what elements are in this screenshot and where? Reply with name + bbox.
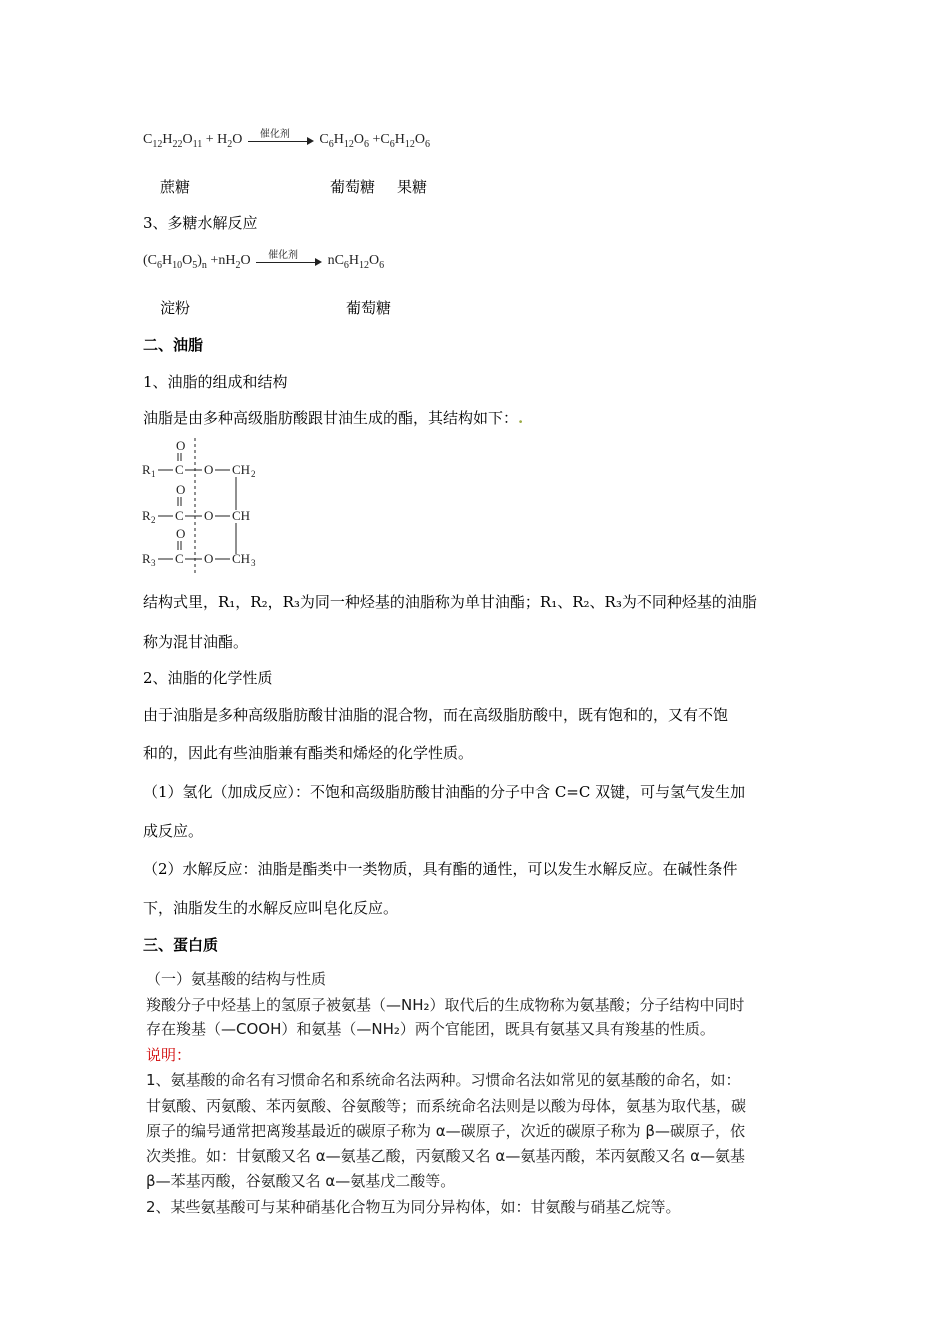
svg-text:O: O [204, 551, 214, 566]
section-polysaccharide-title: 3、多糖水解反应 [143, 214, 258, 232]
svg-text:CH: CH [232, 462, 251, 477]
amino-acid-def-line1: 羧酸分子中烃基上的氢原子被氨基（—NH₂）取代后的生成物称为氨基酸；分子结构中同时 [146, 996, 745, 1014]
svg-text:O: O [176, 526, 186, 541]
svg-text:C: C [175, 551, 184, 566]
svg-text:2: 2 [151, 515, 156, 525]
equation-sucrose-hydrolysis: $C_{12}H_{22}O_{11} + H_2O$ 催化剂 $C_6H_{12}O_6 +C_6H_{12}O_6$ [143, 132, 430, 150]
svg-text:O: O [204, 508, 214, 523]
svg-text:O: O [176, 482, 186, 497]
catalyst-label: 催化剂 [268, 249, 299, 261]
equation-starch-hydrolysis: $(C_6H_{10}O_5)_n +nH_2O$ 催化剂 $nC_6H_{12}O_6$ [143, 253, 384, 271]
fat-composition-text: 油脂是由多种高级脂肪酸跟甘油生成的酯，其结构如下：. [143, 409, 524, 427]
note1-line4: 次类推。如：甘氨酸又名 α—氨基乙酸，丙氨酸又名 α—氨基丙酸，苯丙氨酸又名 α—氨基 [146, 1147, 745, 1165]
hydrogenation-line1: （1）氢化（加成反应）：不饱和高级脂肪酸甘油酯的分子中含 C=C 双键，可与氢气发生加 [143, 783, 746, 801]
fat-note-line1: 结构式里，R₁，R₂，R₃为同一种烃基的油脂称为单甘油酯；R₁、R₂、R₃为不同种烃基的油脂 [143, 593, 757, 611]
hydrogenation-line2: 成反应。 [143, 822, 204, 840]
label-starch: 淀粉 [160, 299, 191, 317]
fat-properties-line2: 和的，因此有些油脂兼有酯类和烯烃的化学性质。 [143, 744, 474, 762]
svg-text:CH: CH [232, 508, 251, 523]
svg-text:CH: CH [232, 551, 251, 566]
svg-text:3: 3 [151, 558, 156, 568]
note1-line1: 1、氨基酸的命名有习惯命名和系统命名法两种。习惯命名法如常见的氨基酸的命名，如： [146, 1071, 741, 1089]
svg-text:2: 2 [251, 469, 256, 479]
fat-note-line2: 称为混甘油酯。 [143, 633, 249, 651]
reaction-arrow [256, 249, 322, 268]
reaction-arrow [248, 128, 314, 147]
svg-text:C: C [175, 508, 184, 523]
svg-text:O: O [204, 462, 214, 477]
label-sucrose: 蔗糖 [160, 178, 191, 196]
svg-text:R: R [142, 508, 151, 523]
note2: 2、某些氨基酸可与某种硝基化合物互为同分异构体，如：甘氨酸与硝基乙烷等。 [146, 1198, 681, 1216]
fat-properties-line1: 由于油脂是多种高级脂肪酸甘油脂的混合物，而在高级脂肪酸中，既有饱和的，又有不饱 [143, 706, 729, 724]
hydrolysis-line2: 下，油脂发生的水解反应叫皂化反应。 [143, 899, 399, 917]
note-label: 说明： [146, 1046, 192, 1064]
note1-line5: β—苯基丙酸，谷氨酸又名 α—氨基戊二酸等。 [146, 1172, 456, 1190]
triglyceride-structure [140, 436, 290, 576]
svg-text:O: O [176, 438, 186, 453]
svg-text:3: 3 [251, 558, 256, 568]
hydrolysis-line1: （2）水解反应：油脂是酯类中一类物质，具有酯的通性，可以发生水解反应。在碱性条件 [143, 860, 738, 878]
amino-acid-def-line2: 存在羧基（—COOH）和氨基（—NH₂）两个官能团，既具有氨基又具有羧基的性质。 [146, 1020, 715, 1038]
label-glucose-2: 葡萄糖 [346, 299, 392, 317]
fat-composition-title: 1、油脂的组成和结构 [143, 373, 288, 391]
note1-line3: 原子的编号通常把离羧基最近的碳原子称为 α—碳原子，次近的碳原子称为 β—碳原子，依 [146, 1122, 746, 1140]
label-glucose: 葡萄糖 [330, 178, 376, 196]
heading-fats: 二、油脂 [143, 336, 204, 354]
amino-acid-subheading: （一）氨基酸的结构与性质 [146, 970, 327, 988]
note1-line2: 甘氨酸、丙氨酸、苯丙氨酸、谷氨酸等；而系统命名法则是以酸为母体，氨基为取代基，碳 [146, 1097, 747, 1115]
svg-text:R: R [142, 462, 151, 477]
svg-text:1: 1 [151, 469, 156, 479]
catalyst-label: 催化剂 [259, 128, 290, 140]
heading-protein: 三、蛋白质 [143, 936, 219, 954]
svg-text:C: C [175, 462, 184, 477]
label-fructose: 果糖 [397, 178, 428, 196]
fat-properties-title: 2、油脂的化学性质 [143, 669, 273, 687]
svg-text:R: R [142, 551, 151, 566]
